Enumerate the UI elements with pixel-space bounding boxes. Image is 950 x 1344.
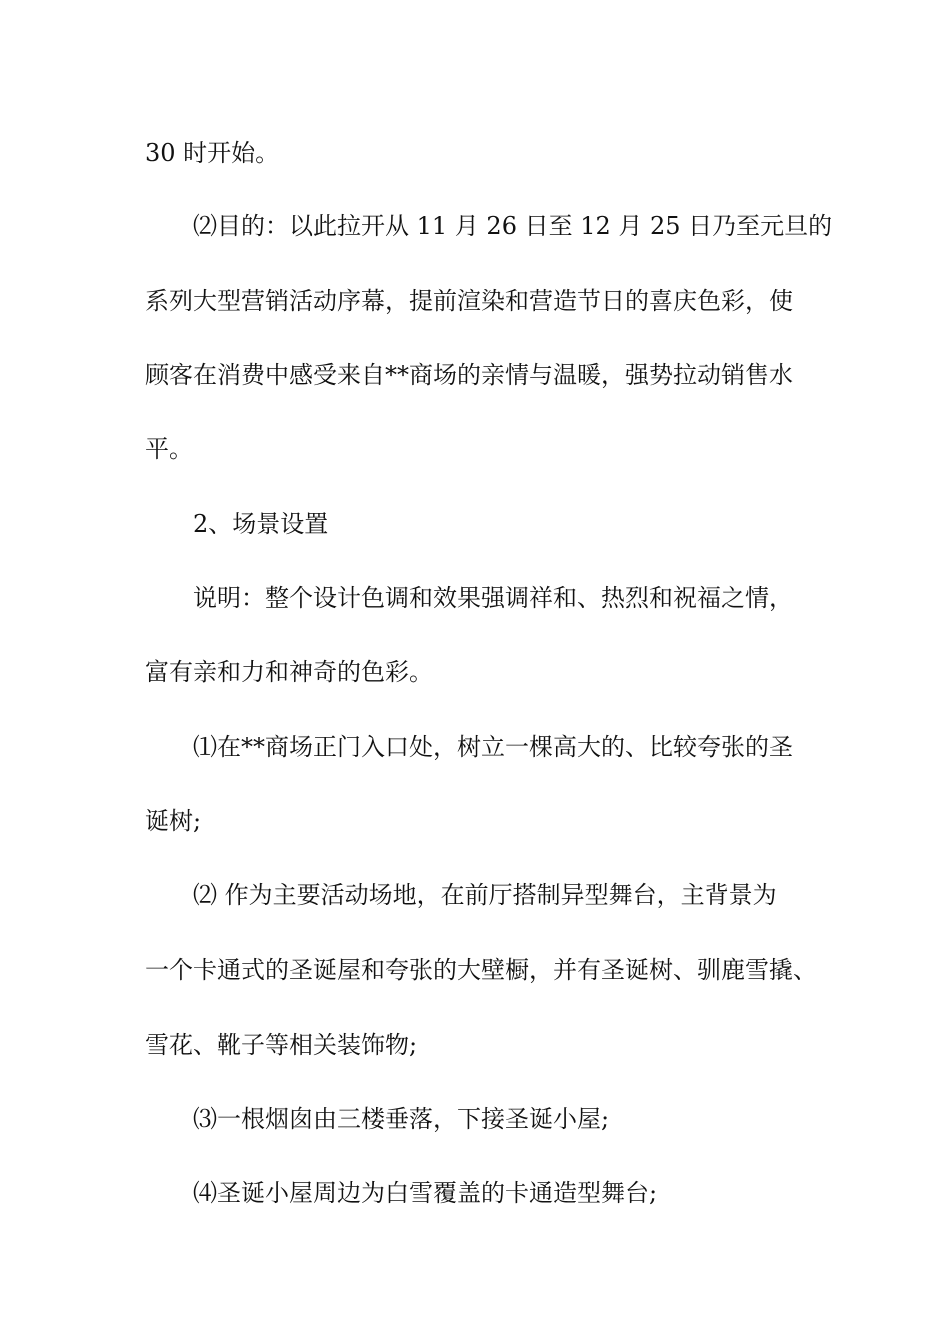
section-heading: 2、场景设置 bbox=[193, 510, 329, 538]
text-line: 一个卡通式的圣诞屋和夸张的大壁橱，并有圣诞树、驯鹿雪撬、 bbox=[145, 956, 817, 984]
text-line: 30 时开始。 bbox=[145, 139, 280, 167]
text-line: ⑵ 作为主要活动场地，在前厅搭制异型舞台，主背景为 bbox=[193, 881, 777, 909]
text-line: 雪花、靴子等相关装饰物; bbox=[145, 1031, 418, 1059]
text-line: ⑴在**商场正门入口处，树立一棵高大的、比较夸张的圣 bbox=[193, 733, 793, 761]
text-line: 平。 bbox=[145, 435, 193, 463]
text-line: 顾客在消费中感受来自**商场的亲情与温暖，强势拉动销售水 bbox=[145, 361, 793, 389]
text-line: 富有亲和力和神奇的色彩。 bbox=[145, 658, 433, 686]
text-line: ⑵目的：以此拉开从 11 月 26 日至 12 月 25 日乃至元旦的 bbox=[193, 212, 833, 240]
text-line: 诞树; bbox=[145, 807, 202, 835]
text-line: 说明：整个设计色调和效果强调祥和、热烈和祝福之情， bbox=[193, 584, 793, 612]
text-line: ⑷圣诞小屋周边为白雪覆盖的卡通造型舞台; bbox=[193, 1179, 658, 1207]
text-line: 系列大型营销活动序幕，提前渲染和营造节日的喜庆色彩，使 bbox=[145, 287, 793, 315]
text-line: ⑶一根烟囱由三楼垂落，下接圣诞小屋; bbox=[193, 1105, 610, 1133]
